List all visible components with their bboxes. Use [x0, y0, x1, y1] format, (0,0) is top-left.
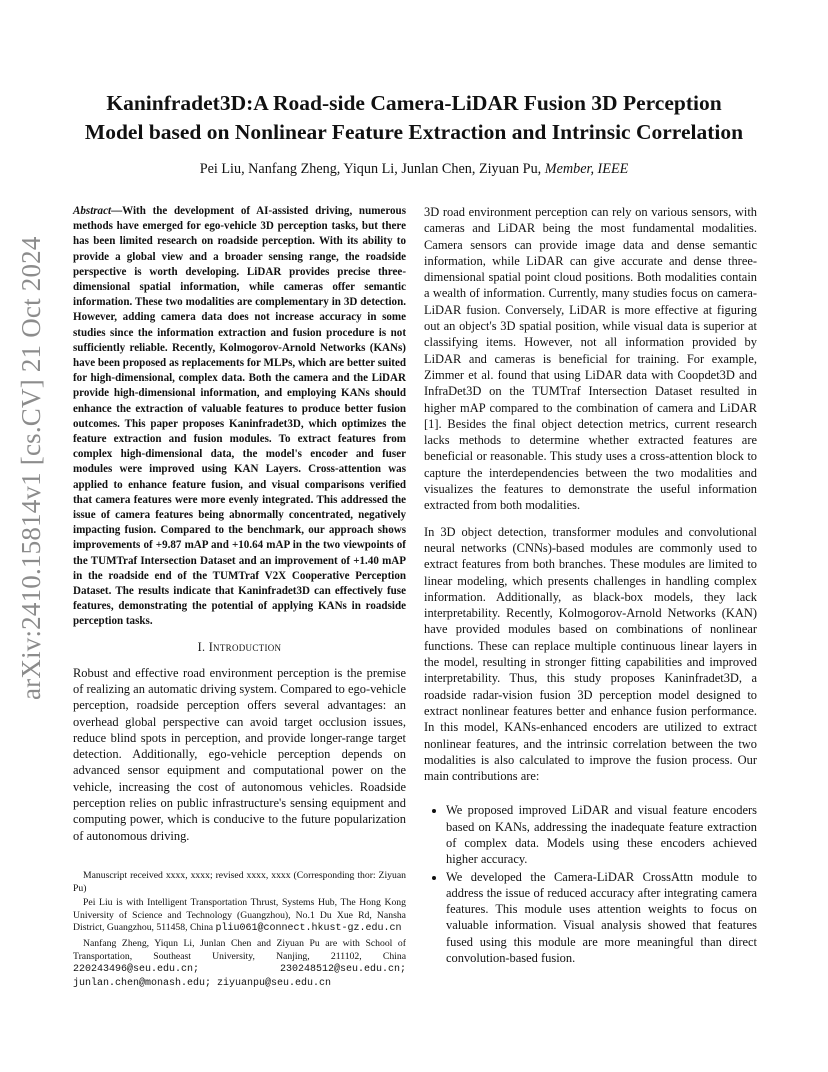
right-column	[424, 204, 757, 967]
authors-membership: Member, IEEE	[544, 161, 629, 177]
left-column	[73, 204, 406, 844]
abstract-text: With the development of AI-assisted driving, numerous methods have emerged for ego-vehicle 3D perception tasks, but there has been limited research on roadside perception. With its ability to provide a global view and a broader sensing range, the roadside perspective is worth developing. LiDAR provides precise three-dimensional spatial information, while cameras offer semantic information. These two modalities are complementary in 3D detection. However, adding camera data does not increase accuracy in some studies since the information extraction and fusion procedure is not sufficiently reliable. Recently, Kolmogorov-Arnold Networks (KANs) have been proposed as replacements for MLPs, which are better suited for high-dimensional, complex data. Both the camera and the LiDAR provide high-dimensional information, and employing KANs should enhance the extraction of valuable features to produce better fusion outcomes. This paper proposes Kaninfradet3D, which optimizes the feature extraction and fusion modules. To extract features from complex high-dimensional data, the model's encoder and fuser modules were improved using KAN Layers. Cross-attention was applied to enhance feature fusion, and visual comparisons verified that camera features were more evenly integrated. This addressed the issue of camera features being abnormally concentrated, negatively impacting fusion. Compared to the benchmark, our approach shows improvements of +9.87 mAP and +10.64 mAP in the two viewpoints of the TUMTraf Intersection Dataset and an improvement of +1.40 mAP in the roadside end of the TUMTraf V2X Cooperative Perception Dataset. The results indicate that Kaninfradet3D can effectively fuse features, demonstrating the potential of applying KANs in roadside perception tasks.	[73, 205, 406, 628]
footnote-affiliation-2	[73, 938, 406, 990]
title-line-2: Model based on Nonlinear Feature Extraction and Intrinsic Correlation	[84, 120, 744, 144]
abstract-label: Abstract	[73, 205, 112, 217]
right-paragraph-1: 3D road environment perception can rely on various sensors, with cameras and LiDAR being the most fundamental modalities. Camera sensors can provide image data and dense semantic information, while LiDAR can give accurate and dense three-dimensional spatial point cloud positions. Both modalities contain a wealth of information. Currently, many studies focus on camera-LiDAR fusion. Conversely, LiDAR is more effective at figuring out an object's 3D spatial position, while visual data is superior at classifying items. However, not all information provided by LiDAR and cameras is beneficial for training. For example, Zimmer et al. found that using LiDAR data with Coopdet3D and InfraDet3D on the TUMTraf Intersection Dataset resulted in higher mAP compared to the combination of camera and LiDAR [1]. Besides the final object detection metrics, current research lacks methods to determine whether extracted features are beneficial or reasonable. This study uses a cross-attention block to capture the interdependencies between the two modalities and visualizes the features to demonstrate the useful information extracted from both modalities.	[424, 205, 757, 513]
footnote-email-1[interactable]: pliu061@connect.hkust-gz.edu.cn	[215, 923, 402, 935]
title-line-1: Kaninfradet3D:A Road-side Camera-LiDAR Fusion 3D Perception	[106, 91, 722, 115]
list-item: • We developed the Camera-LiDAR CrossAttn module to address the issue of reduced accuracy after integrating camera features. This module uses attention weights to focus on valuable information. Visual analysis showed that features fused using this module are more meaningful than direct convolution-based fusion.	[446, 869, 757, 967]
footnotes	[73, 870, 406, 992]
right-paragraph-2: In 3D object detection, transformer modules and convolutional neural networks (CNNs)-based modules are commonly used to extract features from both branches. These modules are limited to linear modeling, which presents challenges in handling complex information. Additionally, as black-box models, they lack interpretability. Recently, Kolmogorov-Arnold Networks (KAN) have provided modules based on combinations of nonlinear functions. These can replace multiple continuous linear layers in the model, resulting in stronger fitting capabilities and improved interpretability. Thus, this study proposes Kaninfradet3D, a roadside radar-vision fusion 3D perception model designed to extract nonlinear features better and enhance fusion performance. In this model, KANs-enhanced encoders are utilized to extract nonlinear features, and the intrinsic correlation between the two modalities is also calculated to improve the fusion process. Our main contributions are:	[424, 524, 757, 784]
footnote-manuscript: Manuscript received xxxx, xxxx; revised xxxx, xxxx (Corresponding thor: Ziyuan Pu)	[73, 870, 406, 894]
author-list	[60, 161, 768, 178]
footnote-affiliation-1-text: Pei Liu is with Intelligent Transportation Thrust, Systems Hub, The Hong Kong University of Science and Technology (Guangzhou), No.1 Du Xue Rd, Nansha District, Guangzhou, 511458, China	[73, 897, 406, 934]
footnote-affiliation-1	[73, 897, 406, 936]
intro-paragraph-1: Robust and effective road environment perception is the premise of realizing an automatic driving system. Compared to ego-vehicle perception, roadside perception offers several advantages: an overhead global perspective can avoid target occlusion issues, reduce blind spots in perception, and provide longer-range target detection. Additionally, ego-vehicle perception depends on advanced sensor equipment and computational power on the vehicle, increasing the cost of autonomous vehicles. Roadside perception relies on public infrastructure's sensing equipment and computing power, which is conducive to the future popularization of autonomous driving.	[73, 665, 406, 843]
list-item: • We proposed improved LiDAR and visual feature encoders based on KANs, addressing the inadequate feature extraction of complex data. Models using these encoders achieved higher accuracy.	[446, 802, 757, 867]
footnote-affiliation-2-text: Nanfang Zheng, Yiqun Li, Junlan Chen and Ziyuan Pu are with School of Transportation, Southeast University, Nanjing, 211102, China	[73, 937, 406, 962]
arxiv-identifier[interactable]: arXiv:2410.15814v1 [cs.CV] 21 Oct 2024	[16, 236, 46, 700]
abstract-dash: —	[111, 205, 123, 217]
abstract	[73, 204, 406, 630]
footnote-emails-2[interactable]: 220243496@seu.edu.cn; 230248512@seu.edu.cn; junlan.chen@monash.edu; ziyuanpu@seu.edu.cn	[73, 964, 406, 989]
contributions-list	[424, 802, 757, 966]
authors-names: Pei Liu, Nanfang Zheng, Yiqun Li, Junlan Chen, Ziyuan Pu,	[199, 161, 542, 177]
paper-title	[60, 89, 768, 147]
section-heading-introduction: I. Introduction	[197, 639, 282, 654]
